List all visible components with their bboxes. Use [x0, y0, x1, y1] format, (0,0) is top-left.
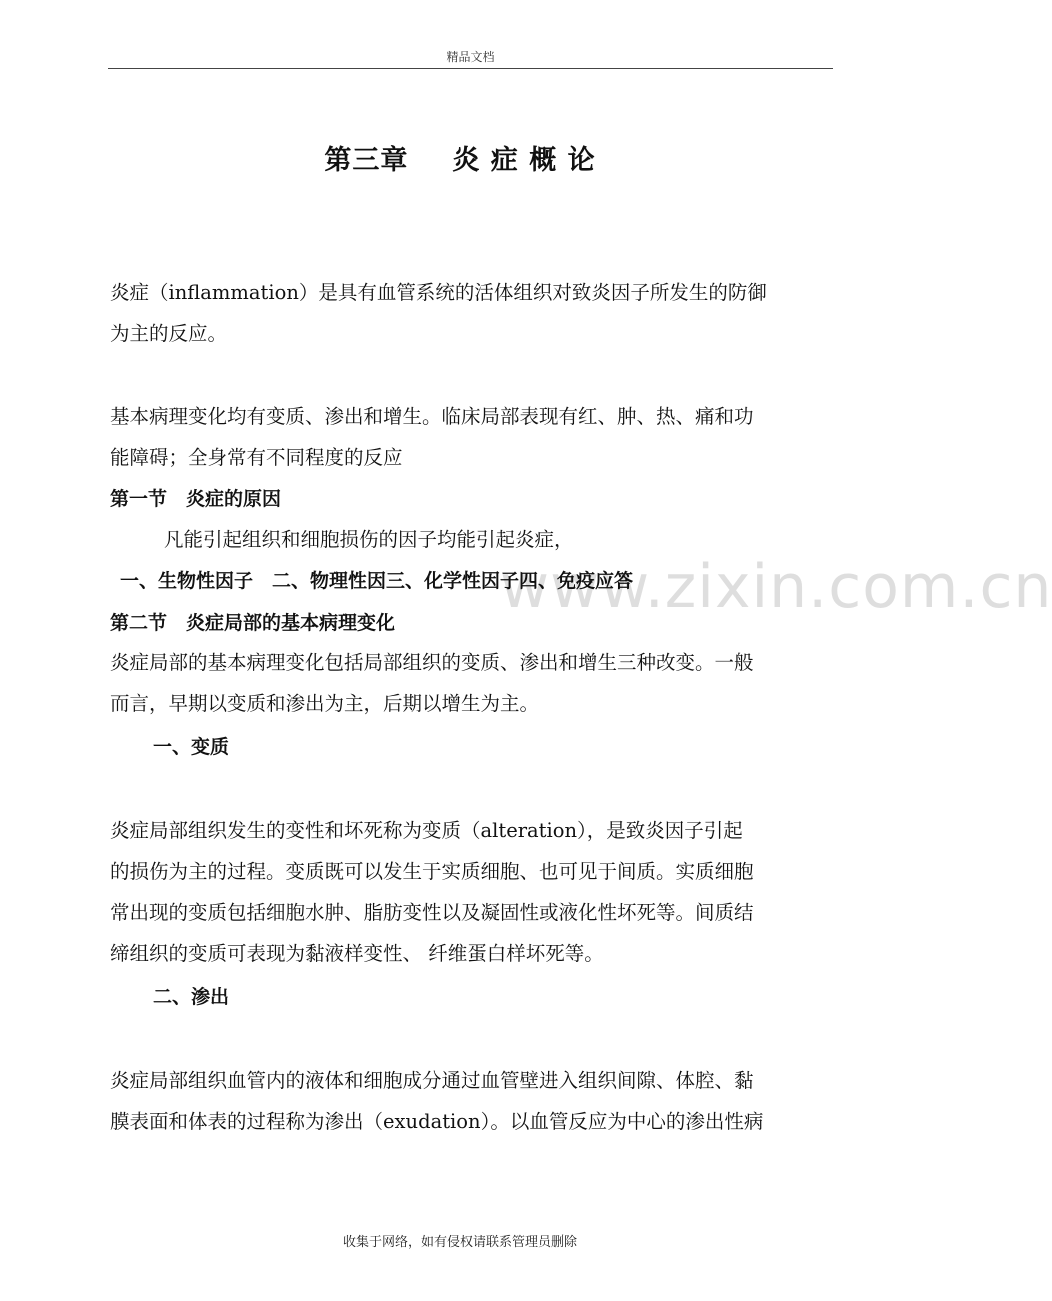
page-footer: 收集于网络，如有侵权请联系管理员删除	[342, 1235, 577, 1250]
text-line: 基本病理变化均有变质、渗出和增生。临床局部表现有红、肿、热、痛和功	[110, 405, 754, 428]
text-line: 炎症（inflammation）是具有血管系统的活体组织对致炎因子所发生的防御	[110, 281, 767, 304]
text-line: 常出现的变质包括细胞水肿、脂肪变性以及凝固性或液化性坏死等。间质结	[110, 901, 754, 924]
paragraph-changes-overview	[110, 642, 828, 724]
text-line: 为主的反应。	[110, 322, 228, 345]
paragraph-alteration	[110, 810, 828, 974]
text-line: 凡能引起组织和细胞损伤的因子均能引起炎症，	[164, 528, 574, 551]
text-line: 炎症局部的基本病理变化包括局部组织的变质、渗出和增生三种改变。一般	[110, 651, 754, 674]
text-line: 膜表面和体表的过程称为渗出（exudation）。以血管反应为中心的渗出性病	[110, 1110, 764, 1133]
text-line: 炎症局部组织发生的变性和坏死称为变质（alteration），是致炎因子引起	[110, 819, 743, 842]
paragraph-exudation	[110, 1060, 828, 1142]
text-line: 而言，早期以变质和渗出为主，后期以增生为主。	[110, 692, 540, 715]
paragraph-basic-changes	[110, 396, 828, 478]
paragraph-causes	[164, 519, 882, 560]
page-header: 精品文档	[446, 50, 495, 64]
watermark: www.zixin.com.cn	[500, 552, 1052, 622]
section-heading-causes: 第一节 炎症的原因	[110, 488, 282, 510]
text-line: 缔组织的变质可表现为黏液样变性、 纤维蛋白样坏死等。	[110, 942, 604, 965]
chapter-title	[0, 138, 920, 177]
text-line: 的损伤为主的过程。变质既可以发生于实质细胞、也可见于间质。实质细胞	[110, 860, 754, 883]
chapter-number: 第三章	[324, 145, 409, 176]
subheading-exudation: 二、渗出	[153, 986, 230, 1008]
text-line: 炎症局部组织血管内的液体和细胞成分通过血管壁进入组织间隙、体腔、黏	[110, 1069, 754, 1092]
paragraph-definition	[110, 272, 828, 354]
subheading-alteration: 一、变质	[153, 736, 230, 758]
text-line: 能障碍；全身常有不同程度的反应	[110, 446, 403, 469]
chapter-name: 炎 症 概 论	[452, 145, 596, 176]
factors-list: 一、生物性因子 二、物理性因三、化学性因子四、免疫应答	[120, 570, 634, 592]
section-heading-changes: 第二节 炎症局部的基本病理变化	[110, 612, 396, 634]
header-divider	[108, 68, 833, 69]
